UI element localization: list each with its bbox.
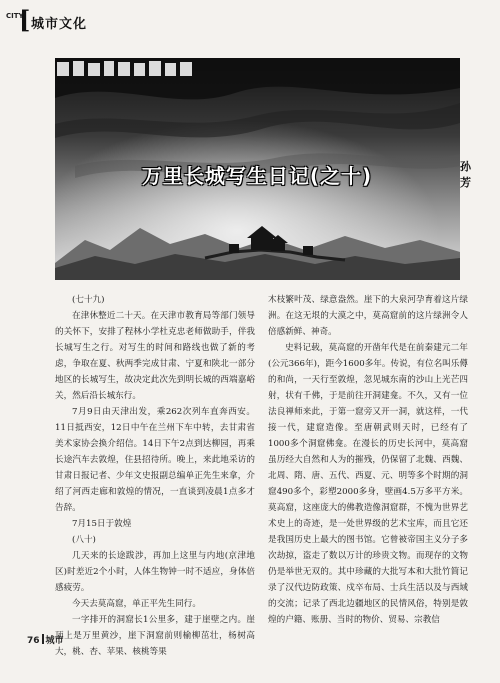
section-side-label: CITY [6,12,24,20]
section-heading: (八十) [72,535,96,545]
right-text-column [268,292,468,628]
paragraph: 今天去莫高窟，单正平先生同行。 [72,599,201,609]
paragraph: 在津休整近二十天。在天津市教育局等部门领导的关怀下，安排了程林小学杜克忠老师做助手，伴我长城写生之行。对写生的时间和路线也做了新的考虑，争取在夏、秋两季完成甘肃、宁夏和陕北一部分地区的长城写生，故决定此次先到明长城的西端嘉峪关，然后沿长城东行。 [55,311,255,401]
article-title: 万里长城写生日记(之十) [141,164,373,188]
article-title-box [122,161,392,191]
section-heading: (七十九) [72,295,105,305]
paragraph: 7月9日由天津出发，乘262次列车直奔西安。11日抵西安，12日中午在兰州下车中转，去甘肃省美术家协会换介绍信。14日下午2点到达柳园，再乘长途汽车去敦煌，住县招待所。晚上，来此地采访的甘肃日报记者、少年文史报副总编单正先生来拿，介绍了河西走廊和敦煌的情况，一直谈到凌晨1点多才告辞。 [55,407,255,513]
author-name: 孙 芳 [460,160,475,189]
paragraph: 几天来的长途跋涉，再加上这里与内地(京津地区)时差近2个小时，人体生物钟一时不适应，身体倍感疲劳。 [55,551,255,593]
diary-signature: 7月15日于敦煌 [72,519,132,529]
left-text-column [55,292,255,660]
paragraph: 一字排开的洞窟长1公里多，建于崖壁之内。崖顶上是万里黄沙，崖下洞窟前则榆柳茁壮，杨树高大，桃、杏、苹果、核桃等果 [55,615,255,657]
page-footer [27,633,64,646]
calligraphy-seal-icon [55,58,195,80]
page-number: 76 [27,636,40,646]
section-title: 城市文化 [31,17,88,32]
footer-divider [42,634,44,644]
footer-section: 城市 [45,636,64,646]
paragraph: 史料记载，莫高窟的开凿年代是在前秦建元二年(公元366年)，距今1600多年。传说，有位名叫乐僔的和尚，一天行至敦煌，忽见城东南的沙山上光芒四射，状有千佛，于是前往开洞建龛。不久，又有一位法良禅师来此，于第一窟旁又开一洞，就这样，一代接一代，建窟造像。至唐朝武则天时，已经有了1000多个洞窟佛龛。在漫长的历史长河中，莫高窟虽历经大自然和人为的摧残，仍保留了北魏、西魏、北周、隋、唐、五代、西夏、元、明等多个时期的洞窟490多个，彩塑2000多身，壁画4.5万多平方米。莫高窟，这座庞大的佛教造像洞窟群，不愧为世界艺术史上的奇迹，是一处世界级的艺术宝库，而且它还是我国历史上最大的图书馆。它曾被帝国主义分子多次劫掠，盗走了数以万计的珍贵文物。而现存的文物仍是举世无双的。其中珍藏的大批写本和大批竹简记录了汉代边防政策、戍卒布局、士兵生活以及与西域的交流；记录了西北边疆地区的民情风俗，特别是敦煌的户籍、账册、当时的物价、贸易、宗教信 [268,343,468,625]
section-bracket-icon: [ [19,5,31,34]
paragraph: 木枝繁叶茂、绿意盎然。崖下的大泉河孕育着这片绿洲。在这无垠的大漠之中，莫高窟前的这片绿洲令人倍感新鲜、神奇。 [268,295,468,337]
